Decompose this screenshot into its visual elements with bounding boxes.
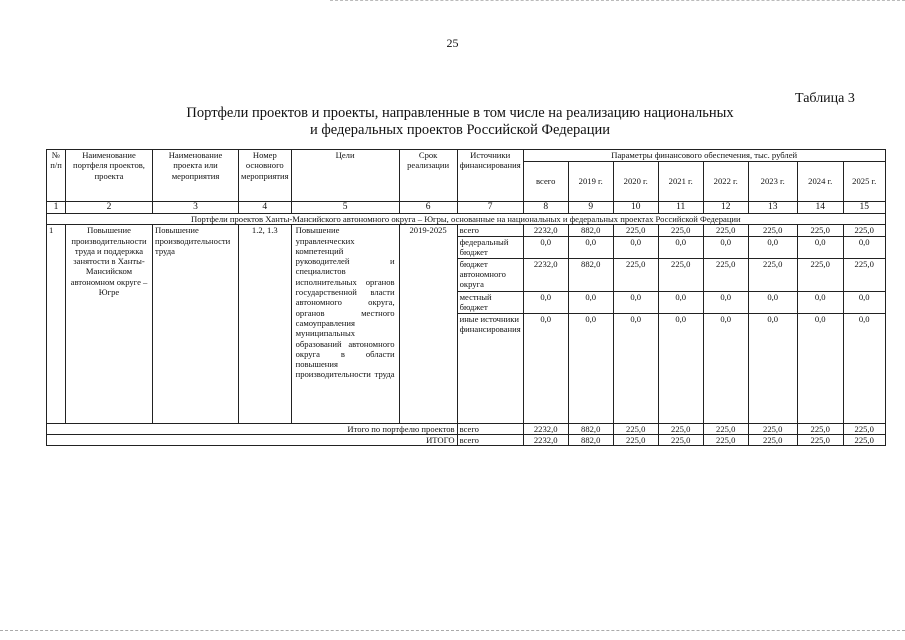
value-cell: 0,0 [703, 236, 748, 258]
column-numbers-row [47, 202, 886, 214]
value-cell: 225,0 [797, 423, 843, 434]
value-cell: 225,0 [613, 225, 658, 236]
row-num: 1 [47, 225, 66, 423]
source-name: местный бюджет [457, 291, 523, 313]
value-cell: 0,0 [613, 313, 658, 423]
value-cell: 0,0 [843, 291, 885, 313]
header-project: Наименование проекта или мероприятия [153, 150, 239, 202]
header-year: всего [523, 162, 568, 202]
value-cell: 0,0 [797, 313, 843, 423]
value-cell: 0,0 [703, 291, 748, 313]
value-cell: 225,0 [843, 258, 885, 291]
table-label: Таблица 3 [795, 91, 855, 106]
value-cell: 0,0 [843, 313, 885, 423]
header-year: 2022 г. [703, 162, 748, 202]
value-cell: 2232,0 [523, 434, 568, 445]
page-number: 25 [446, 36, 459, 50]
value-cell: 225,0 [613, 423, 658, 434]
column-number: 10 [613, 202, 658, 214]
value-cell: 225,0 [658, 258, 703, 291]
grand-total-row [47, 434, 886, 445]
value-cell: 225,0 [797, 225, 843, 236]
section-row [47, 214, 886, 225]
value-cell: 0,0 [748, 291, 797, 313]
header-portfolio: Наименование портфеля проектов, проекта [66, 150, 153, 202]
value-cell: 882,0 [568, 423, 613, 434]
value-cell: 0,0 [523, 236, 568, 258]
header-year: 2021 г. [658, 162, 703, 202]
column-number: 5 [291, 202, 399, 214]
row-term: 2019-2025 [399, 225, 457, 423]
source-name: федеральный бюджет [457, 236, 523, 258]
value-cell: 882,0 [568, 434, 613, 445]
column-number: 9 [568, 202, 613, 214]
row-goals: Повышение управленческих компетенций руководителей и специалистов исполнительных органов государственной власти автономного округа, органов местного самоуправления муниципальных образований автономного округа в области повышения производительности труда [291, 225, 399, 423]
value-cell: 225,0 [797, 258, 843, 291]
header-year: 2024 г. [797, 162, 843, 202]
value-cell: 225,0 [703, 225, 748, 236]
value-cell: 225,0 [748, 434, 797, 445]
section-title: Портфели проектов Ханты-Мансийского автономного округа – Югры, основанные на национальных и федеральных проектах Российской Федерации [47, 214, 886, 225]
value-cell: 225,0 [748, 258, 797, 291]
title-line-1: Портфели проектов и проекты, направленные в том числе на реализацию национальных [186, 105, 734, 121]
header-goals: Цели [291, 150, 399, 202]
header-term: Срок реализации [399, 150, 457, 202]
value-cell: 225,0 [703, 258, 748, 291]
scan-top-edge [330, 0, 905, 1]
grand-total-label: ИТОГО [47, 434, 458, 445]
value-cell: 225,0 [658, 423, 703, 434]
value-cell: 0,0 [613, 291, 658, 313]
header-sources: Источники финансирования [457, 150, 523, 202]
value-cell: 0,0 [748, 236, 797, 258]
source-name: бюджет автономного округа [457, 258, 523, 291]
value-cell: 0,0 [797, 291, 843, 313]
value-cell: 0,0 [703, 313, 748, 423]
scan-bottom-edge [0, 630, 905, 631]
value-cell: 0,0 [568, 236, 613, 258]
title-line-2: и федеральных проектов Российской Федерации [309, 122, 611, 138]
value-cell: 225,0 [843, 434, 885, 445]
table-row [47, 225, 886, 236]
header-year: 2025 г. [843, 162, 885, 202]
value-cell: 2232,0 [523, 258, 568, 291]
column-number: 11 [658, 202, 703, 214]
header-year: 2020 г. [613, 162, 658, 202]
column-number: 13 [748, 202, 797, 214]
source-name: всего [457, 225, 523, 236]
total-source: всего [457, 423, 523, 434]
total-row [47, 423, 886, 434]
column-number: 4 [239, 202, 292, 214]
value-cell: 0,0 [748, 313, 797, 423]
total-source: всего [457, 434, 523, 445]
value-cell: 0,0 [797, 236, 843, 258]
value-cell: 225,0 [613, 258, 658, 291]
source-name: иные источники финансирования [457, 313, 523, 423]
document-title [140, 105, 780, 139]
header-num: № п/п [47, 150, 66, 202]
column-number: 7 [457, 202, 523, 214]
value-cell: 225,0 [703, 423, 748, 434]
column-number: 12 [703, 202, 748, 214]
value-cell: 2232,0 [523, 225, 568, 236]
value-cell: 0,0 [568, 313, 613, 423]
value-cell: 2232,0 [523, 423, 568, 434]
header-measure-number: Номер основного мероприятия [239, 150, 292, 202]
column-number: 1 [47, 202, 66, 214]
value-cell: 0,0 [523, 291, 568, 313]
column-number: 14 [797, 202, 843, 214]
row-project: Повышение производительности труда [153, 225, 239, 423]
value-cell: 225,0 [748, 423, 797, 434]
value-cell: 882,0 [568, 225, 613, 236]
column-number: 6 [399, 202, 457, 214]
value-cell: 0,0 [658, 291, 703, 313]
total-label: Итого по портфелю проектов [47, 423, 458, 434]
row-measure-number: 1.2, 1.3 [239, 225, 292, 423]
value-cell: 882,0 [568, 258, 613, 291]
financing-table [46, 149, 886, 446]
row-portfolio: Повышение производительности труда и поддержка занятости в Ханты-Мансийском автономном округе – Югре [66, 225, 153, 423]
value-cell: 225,0 [843, 225, 885, 236]
value-cell: 225,0 [703, 434, 748, 445]
column-number: 15 [843, 202, 885, 214]
header-row-1 [47, 150, 886, 162]
value-cell: 0,0 [658, 313, 703, 423]
value-cell: 225,0 [843, 423, 885, 434]
value-cell: 0,0 [658, 236, 703, 258]
value-cell: 225,0 [658, 225, 703, 236]
column-number: 3 [153, 202, 239, 214]
header-year: 2023 г. [748, 162, 797, 202]
value-cell: 0,0 [843, 236, 885, 258]
value-cell: 225,0 [658, 434, 703, 445]
header-financing: Параметры финансового обеспечения, тыс. рублей [523, 150, 885, 162]
value-cell: 225,0 [797, 434, 843, 445]
header-year: 2019 г. [568, 162, 613, 202]
value-cell: 225,0 [748, 225, 797, 236]
column-number: 2 [66, 202, 153, 214]
value-cell: 0,0 [613, 236, 658, 258]
value-cell: 225,0 [613, 434, 658, 445]
value-cell: 0,0 [523, 313, 568, 423]
column-number: 8 [523, 202, 568, 214]
value-cell: 0,0 [568, 291, 613, 313]
